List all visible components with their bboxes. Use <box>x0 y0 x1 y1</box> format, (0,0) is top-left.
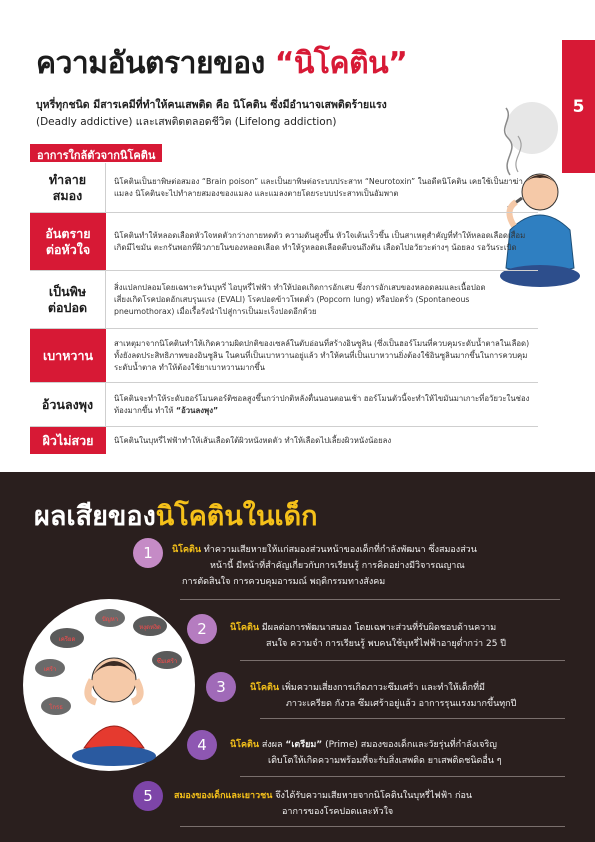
effect-line-1-text: จึงได้รับความเสียหายจากนิโคตินในบุหรี่ไฟฟ้า ก่อน <box>272 791 473 801</box>
number-badge-text: 3 <box>216 678 226 696</box>
effect-line-3: การตัดสินใจ การควบคุมอารมณ์ พฤติกรรมทางสังคม <box>182 577 386 587</box>
effect-line-1-text: ทำความเสียหายให้แก่สมองส่วนหน้าของเด็กที่กำลังพัฒนา ซึ่งสมองส่วน <box>201 545 477 555</box>
number-badge <box>133 781 163 811</box>
effect-line-1 <box>174 788 569 804</box>
stress-cloud-label: ปัญหา <box>101 616 119 623</box>
effects-title <box>34 494 318 537</box>
effect-highlight: นิโคติน <box>230 623 260 633</box>
effect-quote: “เตรียม” <box>285 740 323 750</box>
stress-cloud-icon <box>41 697 71 715</box>
symptom-description-text <box>114 393 532 417</box>
symptom-label-text: ผิวไม่สวย <box>42 432 94 448</box>
page-title <box>36 40 407 87</box>
effect-text <box>230 620 570 652</box>
effect-line-1 <box>172 542 567 558</box>
effect-line-1-b: (Prime) สมองของเด็กและวัยรุ่นที่กำลังเจริญ <box>322 740 497 750</box>
page-number: 5 <box>572 96 585 117</box>
symptom-label <box>30 329 106 382</box>
effect-text <box>172 542 567 590</box>
number-badge <box>187 730 217 760</box>
effect-line-2: เติบโตให้เกิดความพร้อมที่จะรับสิ่งเสพติด ยาเสพติดชนิดอื่น ๆ <box>268 756 502 766</box>
symptom-row-brain <box>30 163 538 213</box>
symptom-row-skin <box>30 427 538 454</box>
symptom-label-text: อันตราย ต่อหัวใจ <box>45 225 91 257</box>
stress-cloud-label: เศร้า <box>43 666 57 673</box>
effect-highlight: นิโคติน <box>250 683 280 693</box>
symptom-description-text: สาเหตุมาจากนิโคตินทำให้เกิดความผิดปกติของเซลล์ในตับอ่อนที่สร้างอินซูลิน (ซึ่งเป็นฮอร์โมนที่ควบคุมระดับน้ำตาลในเลือด) ทั้งยังลดประสิทธิภาพของอินซูลิน ในคนที่เป็นเบาหวานอยู่แล้ว ทำให้คนที่เป็นเบาหวานยิ่งต้องใช้อินซูลินมากขึ้นในการควบคุมระดับน้ำตาล ทำให้ต้องใช้ยาเบาหวานมากขึ้น <box>114 338 530 372</box>
effects-title-accent: นิโคตินในเด็ก <box>155 501 318 532</box>
number-badge <box>206 672 236 702</box>
symptom-label <box>30 427 106 454</box>
stress-cloud-label: ซึมเศร้า <box>156 658 178 665</box>
effect-line-1 <box>250 680 570 696</box>
effect-line-1-a: ส่งผล <box>259 740 286 750</box>
stress-cloud-icon <box>133 616 167 636</box>
stress-cloud-label: เครียด <box>58 636 76 643</box>
number-badge-text: 1 <box>143 544 153 562</box>
divider <box>240 776 565 777</box>
symptom-description <box>106 271 538 328</box>
title-prefix: ความอันตรายของ <box>36 46 275 81</box>
stress-cloud-label: หงุดหงิด <box>139 624 161 631</box>
effect-line-1 <box>230 620 570 636</box>
subtitle <box>36 97 466 131</box>
symptom-description-bold: “อ้วนลงพุง” <box>175 405 219 415</box>
number-badge <box>133 538 163 568</box>
stress-cloud-icon <box>95 609 125 627</box>
stressed-child-illustration <box>22 598 197 773</box>
effect-highlight: นิโคติน <box>172 545 202 555</box>
divider <box>180 599 560 600</box>
symptom-description-prefix: นิโคตินจะทำให้ระดับฮอร์โมนคอร์ติซอลสูงขึ้นกว่าปกติหลังตื่นนอนตอนเช้า ฮอร์โมนตัวนี้จะทำให้ไขมันมาเกาะที่อวัยวะในช่องท้องมากขึ้น ทำให้ <box>114 393 530 415</box>
child-legs <box>72 746 156 766</box>
effect-line-2: อาการของโรคปอดและหัวใจ <box>282 807 394 817</box>
symptom-description <box>106 213 538 270</box>
effect-text <box>250 680 570 712</box>
symptom-row-heart <box>30 213 538 271</box>
divider <box>260 718 565 719</box>
symptom-label-text: อ้วนลงพุง <box>41 396 94 412</box>
number-badge-text: 5 <box>143 787 153 805</box>
stress-cloud-icon <box>152 651 182 669</box>
symptoms-table <box>30 163 538 454</box>
symptom-description <box>106 427 538 454</box>
title-accent: “นิโคติน” <box>274 46 408 81</box>
effect-line-2: สนใจ ความจำ การเรียนรู้ พบคนใช้บุหรี่ไฟฟ้าอายุต่ำกว่า 25 ปี <box>266 639 506 649</box>
divider <box>180 826 565 827</box>
divider <box>240 660 565 661</box>
effects-title-prefix: ผลเสียของ <box>34 501 156 532</box>
stress-cloud-icon <box>35 659 65 677</box>
symptom-description-text: นิโคตินทำให้หลอดเลือดหัวใจหดตัวกว่างกายหดตัว ความดันสูงขึ้น หัวใจเต้นเร็วขึ้น เป็นสาเหตุสำคัญที่ทำให้หลอดเลือดเสื่อม เกิดมีไขมัน ตะกรันพอกที่ผิวภายในของหลอดเลือด ทำให้รูหลอดเลือดตีบจนถึงตัน เลือดไปอวัยวะต่างๆ น้อยลง รอวันระเบิด <box>114 230 526 252</box>
symptom-row-belly-fat <box>30 383 538 427</box>
number-badge-text: 4 <box>197 736 207 754</box>
subtitle-line-2: (Deadly addictive) และเสพติดตลอดชีวิต (Lifelong addiction) <box>36 116 337 128</box>
symptom-description <box>106 383 538 426</box>
subtitle-line-1: บุหรี่ทุกชนิด มีสารเคมีที่ทำให้คนเสพติด คือ นิโคติน ซึ่งมีอำนาจเสพติดร้ายแรง <box>36 99 387 111</box>
symptom-label <box>30 383 106 426</box>
effect-line-1-text: เพิ่มความเสี่ยงการเกิดภาวะซึมเศร้า และทำให้เด็กที่มี <box>279 683 485 693</box>
symptom-label <box>30 213 106 270</box>
symptom-description <box>106 329 538 382</box>
number-badge-text: 2 <box>197 620 207 638</box>
effect-text <box>174 788 569 820</box>
number-badge <box>187 614 217 644</box>
symptom-description-text: สิ่งแปลกปลอมโดยเฉพาะควันบุหรี่ ไอบุหรี่ไฟฟ้า ทำให้ปอดเกิดการอักเสบ ซึ่งการอักเสบของหลอดลมและเนื้อปอดเสี่ยงเกิดโรคปอดอักเสบรุนแรง (EVALI) โรคปอดข้าวโพดคั่ว (Popcorn lung) หรือปอดรั่ว (Spontaneous pneumothorax) เมื่อเรื้อรังนำไปสู่การเป็นมะเร็งปอดอีกด้วย <box>114 282 486 316</box>
effect-text <box>230 737 575 769</box>
stress-cloud-label: โกรธ <box>49 704 63 711</box>
symptom-label-text: ทำลาย สมอง <box>48 171 87 203</box>
effect-line-1-text: มีผลต่อการพัฒนาสมอง โดยเฉพาะส่วนที่รับผิดชอบด้านความ <box>259 623 497 633</box>
symptom-description <box>106 163 538 212</box>
effect-line-1 <box>230 737 575 753</box>
effect-highlight: สมองของเด็กและเยาวชน <box>174 791 273 801</box>
effect-highlight: นิโคติน <box>230 740 260 750</box>
symptom-label <box>30 163 106 212</box>
symptoms-section-label: อาการใกล้ตัวจากนิโคติน <box>30 144 162 162</box>
effect-line-2: หน้านี้ มีหน้าที่สำคัญเกี่ยวกับการเรียนรู้ การคิดอย่างมีวิจารณญาณ <box>210 561 465 571</box>
symptom-description-text: นิโคตินในบุหรี่ไฟฟ้าทำให้เส้นเลือดใต้ผิวหนังหดตัว ทำให้เลือดไปเลี้ยงผิวหนังน้อยลง <box>114 435 392 445</box>
effect-line-2: ภาวะเครียด กังวล ซึมเศร้าอยู่แล้ว อาการรุนแรงมากขึ้นทุกปี <box>286 699 517 709</box>
symptom-label-text: เป็นพิษ ต่อปอด <box>47 283 88 315</box>
symptom-label-text: เบาหวาน <box>42 347 94 363</box>
symptom-label <box>30 271 106 328</box>
stress-cloud-icon <box>50 628 84 648</box>
smoke-cloud-bg <box>506 102 558 154</box>
symptom-row-diabetes <box>30 329 538 383</box>
symptom-description-text: นิโคตินเป็นยาพิษต่อสมอง “Brain poison” และเป็นยาพิษต่อระบบประสาท “Neurotoxin” ในอดีตนิโคติน เคยใช้เป็นยาฆ่าแมลง นิโคตินจะไปทำลายสมองของแมลง และแมลงตายโดยระบบประสาทเป็นอัมพาต <box>114 176 523 198</box>
symptom-row-lung <box>30 271 538 329</box>
